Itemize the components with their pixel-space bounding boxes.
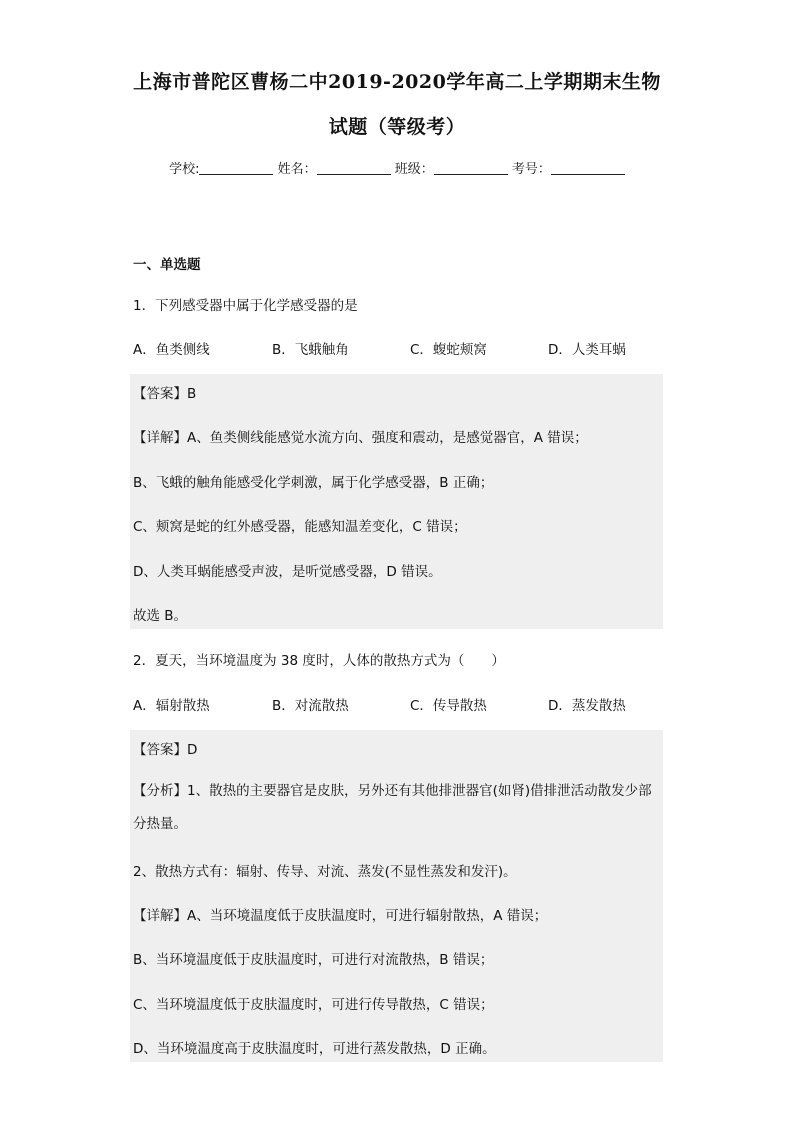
exam-number-blank[interactable] <box>551 161 625 175</box>
document-title-line1: 上海市普陀区曹杨二中2019-2020学年高二上学期期末生物 <box>133 71 661 93</box>
student-info-fields <box>0 158 794 177</box>
q1-option-a: A．鱼类侧线 <box>133 342 210 358</box>
q1-option-c: C．蝮蛇颊窝 <box>410 342 487 358</box>
class-label: 班级： <box>394 162 434 177</box>
q2-explanation-line: C、当环境温度低于皮肤温度时，可进行传导散热，C 错误； <box>133 997 494 1013</box>
name-blank[interactable] <box>317 161 391 175</box>
q2-explanation-line: B、当环境温度低于皮肤温度时，可进行对流散热，B 错误； <box>133 952 494 968</box>
class-blank[interactable] <box>434 161 508 175</box>
q1-answer-panel <box>130 374 663 629</box>
q2-analysis: 【分析】1、散热的主要器官是皮肤，另外还有其他排泄器官(如肾)借排泄活动散发少部分热量。 <box>133 783 652 832</box>
q2-option-c: C．传导散热 <box>410 698 487 714</box>
q1-explanation-line: B、飞蛾的触角能感受化学刺激，属于化学感受器，B 正确； <box>133 475 494 491</box>
question-1-stem: 1．下列感受器中属于化学感受器的是 <box>133 298 358 314</box>
q2-option-d: D．蒸发散热 <box>548 698 626 714</box>
q2-explanation-line: 【详解】A、当环境温度低于皮肤温度时，可进行辐射散热，A 错误； <box>133 908 548 924</box>
section-heading: 一、单选题 <box>133 257 201 273</box>
school-label: 学校: <box>169 162 200 177</box>
q2-explanation-line: 2、散热方式有：辐射、传导、对流、蒸发(不显性蒸发和发汗)。 <box>133 864 517 880</box>
q1-explanation-line: C、颊窝是蛇的红外感受器，能感知温差变化，C 错误； <box>133 519 467 535</box>
document-title-line2: 试题（等级考） <box>328 116 466 138</box>
question-2-stem: 2．夏天，当环境温度为 38 度时，人体的散热方式为（ ） <box>133 653 505 669</box>
q1-conclusion: 故选 B。 <box>133 608 188 624</box>
q1-option-b: B．飞蛾触角 <box>272 342 349 358</box>
q2-option-a: A．辐射散热 <box>133 698 210 714</box>
q2-option-b: B．对流散热 <box>272 698 349 714</box>
q2-explanation-line: D、当环境温度高于皮肤温度时，可进行蒸发散热，D 正确。 <box>133 1041 496 1057</box>
q2-answer: 【答案】D <box>133 742 198 758</box>
q1-explanation-line: 【详解】A、鱼类侧线能感觉水流方向、强度和震动，是感觉器官，A 错误； <box>133 430 588 446</box>
q1-answer: 【答案】B <box>133 386 197 402</box>
name-label: 姓名： <box>277 162 317 177</box>
exam-number-label: 考号： <box>511 162 551 177</box>
q1-option-d: D．人类耳蜗 <box>548 342 626 358</box>
q1-explanation-line: D、人类耳蜗能感受声波，是听觉感受器，D 错误。 <box>133 564 442 580</box>
school-blank[interactable] <box>199 161 273 175</box>
